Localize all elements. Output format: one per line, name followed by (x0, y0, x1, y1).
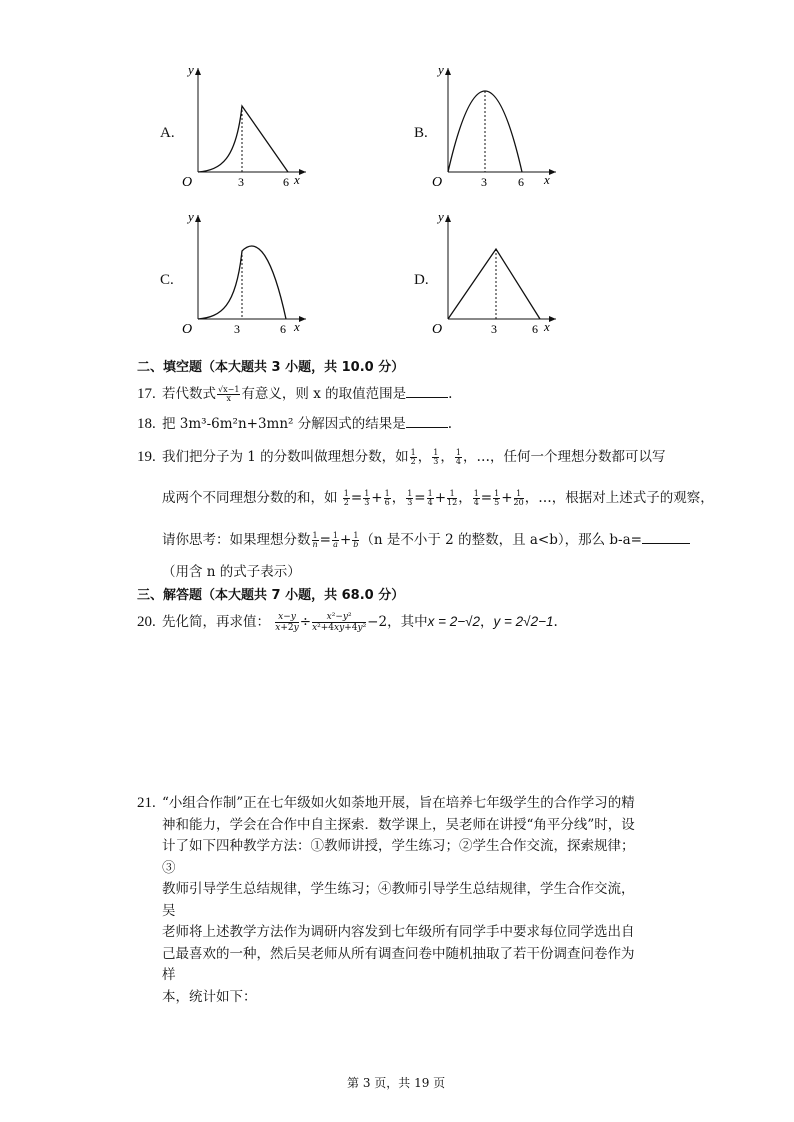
option-c-label: C. (160, 272, 174, 288)
q21-number: 21. (137, 795, 156, 811)
tick-6: 6 (280, 322, 286, 336)
option-b-label: B. (414, 125, 428, 141)
q19-answer-blank[interactable] (642, 531, 690, 544)
q21-line: 老师将上述教学方法作为调研内容发到七年级所有同学手中要求每位同学选出自 (162, 924, 635, 940)
tick-6: 6 (532, 322, 538, 336)
q21-body (162, 793, 642, 1008)
q21-line: 本，统计如下： (162, 988, 257, 1005)
q17-answer-blank[interactable] (406, 385, 448, 398)
option-a-label: A. (160, 125, 175, 141)
axis-y-label: y (188, 62, 194, 77)
q21-line: “小组合作制”正在七年级如火如荼地开展，旨在培养七年级学生的合作学习的精 (162, 795, 635, 811)
tick-6: 6 (283, 175, 289, 189)
option-b-graph (428, 60, 563, 195)
origin-label: O (432, 322, 443, 337)
fraction-1-4: $\frac{1}{4}$ (455, 448, 461, 466)
page-footer: 第 3 页，共 19 页 (347, 1076, 446, 1090)
tick-3: 3 (238, 175, 244, 189)
section-3-title: 三、解答题（本大题共 7 小题，共 68.0 分） (137, 588, 405, 603)
option-c-graph (176, 207, 311, 342)
tick-3: 3 (491, 322, 497, 336)
q18-answer-blank[interactable] (406, 415, 448, 428)
axis-x-label: x (544, 172, 550, 187)
fraction-1-2: $\frac{1}{2}$ (410, 448, 416, 466)
q21-line: 教师引导学生总结规律，学生练习；④教师引导学生总结规律，学生合作交流，吴 (162, 881, 635, 919)
origin-label: O (182, 175, 193, 190)
q20-number: 20. (137, 614, 156, 630)
q20-x-value: x = 2−√2 (427, 614, 481, 629)
tick-3: 3 (481, 175, 487, 189)
q21-line: 计了如下四种教学方法：①教师讲授，学生练习；②学生合作交流，探索规律；③ (162, 838, 635, 876)
option-d-label: D. (414, 272, 429, 288)
q19-line1: 我们把分子为 1 的分数叫做理想分数，如 $\frac{1}{2}$ ， $\frac{1}{3}$ ， $\frac{1}{4}$ ，…，任何一个理想分数都可以写 (162, 448, 666, 466)
q19-line4: （用含 n 的式子表示） (162, 564, 301, 580)
q18-text: 把 3m³-6m²n+3mn² 分解因式的结果是 . (162, 416, 453, 432)
origin-label: O (182, 322, 193, 337)
q18-number: 18. (137, 416, 156, 432)
q19-line3: 请你思考：如果理想分数 $\frac{1}{n}$ = $\frac{1}{a}$ + $\frac{1}{b}$ （n 是不小于 2 的整数，且 a<b），那么 b-a= (162, 530, 690, 550)
option-a-graph (176, 60, 311, 195)
q19-number: 19. (137, 449, 156, 465)
q21-line: 神和能力，学会在合作中自主探索．数学课上，吴老师在讲授“角平分线”时，设 (162, 816, 635, 833)
q20-text: 先化简，再求值： $\frac{x-y}{x+2y}$ ÷ $\frac{\text{x²−y²}}{\text{x²+4xy+4y²}}$ −2，其中x = 2−√2，y = 2√2−1. (162, 612, 558, 633)
tick-3: 3 (234, 322, 240, 336)
axis-x-label: x (544, 319, 550, 334)
origin-label: O (432, 175, 443, 190)
q21-line: 己最喜欢的一种，然后吴老师从所有调查问卷中随机抽取了若干份调查问卷作为样 (162, 945, 635, 983)
section-2-title: 二、填空题（本大题共 3 小题，共 10.0 分） (137, 360, 405, 375)
q19-line2: 成两个不同理想分数的和，如 $\frac{1}{2}$ = $\frac{1}{3}$ + $\frac{1}{6}$ ， $\frac{1}{3}$ = $\frac{1}{4}$ + $\frac{1}{12}$ ， $\frac{1}{4}$ = $\frac{1}{5}$ + $\frac{1}{20}$ ，…，根据对上述式子的观察， (162, 489, 714, 507)
q17-number: 17. (137, 386, 156, 402)
tick-6: 6 (518, 175, 524, 189)
q20-y-value: y = 2√2−1 (493, 614, 554, 629)
axis-y-label: y (438, 62, 444, 77)
axis-x-label: x (294, 319, 300, 334)
axis-x-label: x (294, 172, 300, 187)
axis-y-label: y (188, 209, 194, 224)
q17-fraction: $\frac{√x-1}{x}$ (218, 385, 240, 403)
fraction-1-3: $\frac{1}{3}$ (433, 448, 439, 466)
axis-y-label: y (438, 209, 444, 224)
q17-text: 若代数式 $\frac{√x-1}{x}$ 有意义，则 x 的取值范围是 . (162, 385, 453, 403)
option-d-graph (428, 207, 563, 342)
